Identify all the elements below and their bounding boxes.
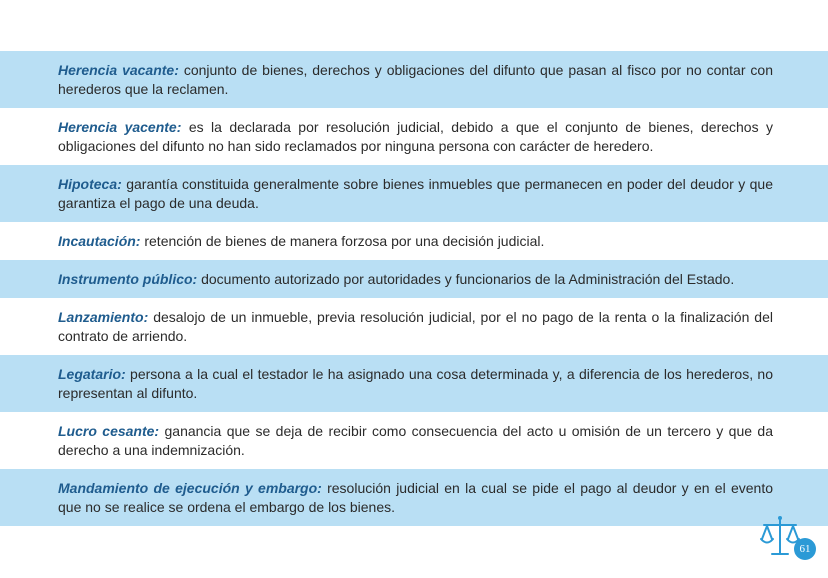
glossary-term: Herencia yacente: [58, 118, 182, 135]
glossary-definition: resolución judicial en la cual se pide el pago al deudor y en el evento que no se realice se ordena el embargo de los bienes. [58, 479, 774, 515]
glossary-entry-text [58, 422, 773, 460]
glossary-entry-text [58, 232, 544, 251]
glossary-term: Hipoteca: [58, 175, 122, 192]
glossary-definition: conjunto de bienes, derechos y obligaciones del difunto que pasan al fisco por no contar con herederos que la reclamen. [58, 61, 774, 97]
glossary-entry [0, 51, 828, 108]
glossary-entry [0, 260, 828, 298]
glossary-entry [0, 298, 828, 355]
glossary-term: Lanzamiento: [58, 308, 149, 325]
glossary-entry-text [58, 61, 773, 99]
glossary-entry-text [58, 479, 773, 517]
glossary-term: Legatario: [58, 365, 126, 382]
glossary-entry-text [58, 365, 773, 403]
glossary-term: Lucro cesante: [58, 422, 160, 439]
glossary-list [0, 51, 828, 526]
glossary-entry-text [58, 175, 773, 213]
glossary-definition: ganancia que se deja de recibir como consecuencia del acto u omisión de un tercero y que da derecho a una indemnización. [58, 422, 774, 458]
glossary-entry [0, 469, 828, 526]
glossary-entry-text [58, 308, 773, 346]
glossary-term: Herencia vacante: [58, 61, 179, 78]
glossary-entry-text [58, 270, 734, 289]
glossary-entry [0, 165, 828, 222]
glossary-term: Instrumento público: [58, 270, 198, 287]
glossary-entry [0, 108, 828, 165]
page-number-badge: 61 [794, 538, 816, 560]
glossary-definition: documento autorizado por autoridades y funcionarios de la Administración del Estado. [201, 270, 735, 287]
glossary-definition: desalojo de un inmueble, previa resolución judicial, por el no pago de la renta o la finalización del contrato de arriendo. [58, 308, 773, 344]
glossary-entry-text [58, 118, 773, 156]
glossary-entry [0, 355, 828, 412]
glossary-term: Incautación: [58, 232, 141, 249]
glossary-definition: retención de bienes de manera forzosa por una decisión judicial. [144, 232, 545, 249]
glossary-definition: garantía constituida generalmente sobre bienes inmuebles que permanecen en poder del deudor y que garantiza el pago de una deuda. [58, 175, 773, 211]
glossary-definition: persona a la cual el testador le ha asignado una cosa determinada y, a diferencia de los herederos, no representan al difunto. [58, 365, 773, 401]
glossary-entry [0, 412, 828, 469]
glossary-term: Mandamiento de ejecución y embargo: [58, 479, 322, 496]
glossary-entry [0, 222, 828, 260]
glossary-definition: es la declarada por resolución judicial, debido a que el conjunto de bienes, derechos y obligaciones del difunto no han sido reclamados por ninguna persona con carácter de heredero. [58, 118, 774, 154]
